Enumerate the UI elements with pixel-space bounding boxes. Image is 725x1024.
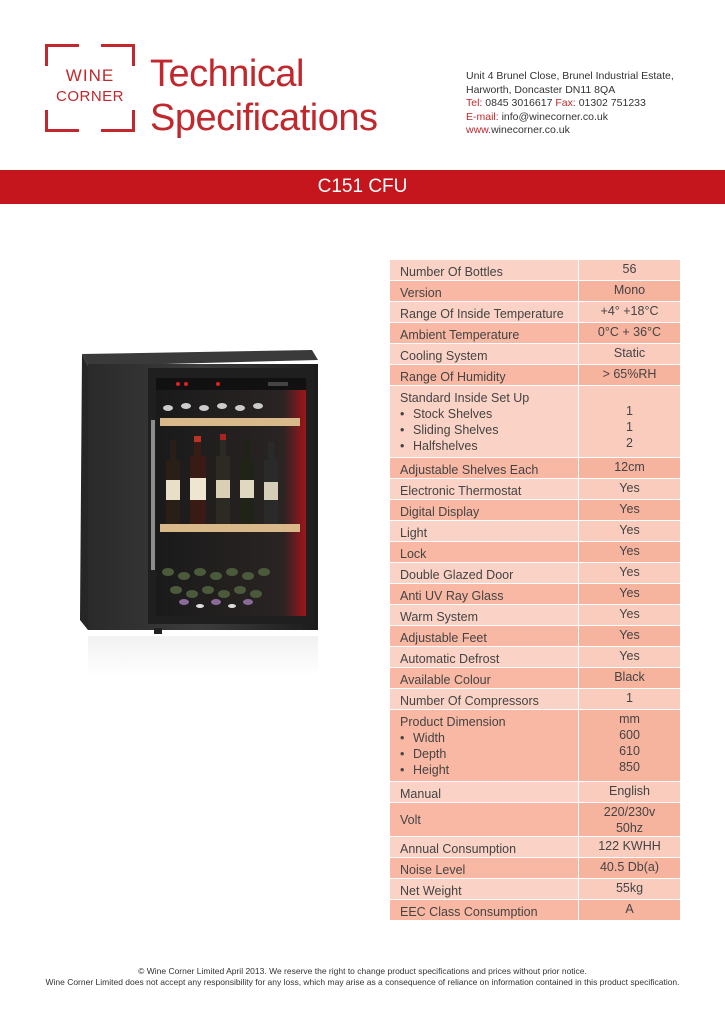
- spec-value: 610: [619, 744, 640, 758]
- spec-row: [390, 302, 680, 323]
- email-link[interactable]: info@winecorner.co.uk: [501, 110, 608, 123]
- spec-label-cell: [390, 626, 578, 646]
- spec-row: [390, 689, 680, 710]
- spec-value: 56: [622, 262, 637, 276]
- spec-value: Yes: [619, 565, 640, 579]
- spec-label-cell: [390, 689, 578, 709]
- spec-value-cell: [578, 782, 680, 802]
- spec-label: Lock: [400, 547, 427, 561]
- spec-label: Annual Consumption: [400, 842, 517, 856]
- spec-label-cell: [390, 647, 578, 667]
- spec-label-cell: [390, 803, 578, 836]
- spec-label-cell: [390, 521, 578, 541]
- spec-sub-item: • Width: [400, 730, 578, 746]
- spec-value-cell: [578, 458, 680, 478]
- website-domain: winecorner.co.uk: [491, 124, 570, 136]
- spec-label: Cooling System: [400, 349, 488, 363]
- spec-value: 600: [619, 728, 640, 742]
- footer-line-1: © Wine Corner Limited April 2013. We reserve the right to change product specifications and prices without prior notice.: [138, 966, 587, 976]
- spec-label: Product Dimension: [400, 715, 506, 729]
- spec-row: [390, 521, 680, 542]
- spec-value: 0°C + 36°C: [597, 325, 662, 339]
- spec-label: Adjustable Feet: [400, 631, 487, 645]
- spec-value: Yes: [619, 586, 640, 600]
- spec-value-cell: [578, 365, 680, 385]
- spec-value: > 65%RH: [602, 367, 657, 381]
- fax-label: Fax:: [555, 97, 576, 109]
- spec-label: Automatic Defrost: [400, 652, 500, 666]
- spec-value: Yes: [619, 523, 640, 537]
- spec-sub-item: • Height: [400, 762, 578, 778]
- tel-label: Tel:: [466, 97, 483, 109]
- spec-sub-item: • Sliding Shelves: [400, 422, 578, 438]
- spec-value-cell: [578, 626, 680, 646]
- spec-value: Yes: [619, 628, 640, 642]
- spec-label: Number Of Compressors: [400, 694, 539, 708]
- website-link[interactable]: [466, 124, 674, 138]
- spec-value: 220/230v: [603, 805, 656, 819]
- spec-value: [579, 387, 680, 403]
- spec-row: [390, 584, 680, 605]
- spec-row: [390, 365, 680, 386]
- spec-row: [390, 323, 680, 344]
- spec-value-cell: [578, 344, 680, 364]
- spec-label: Range Of Inside Temperature: [400, 307, 564, 321]
- spec-label-cell: [390, 323, 578, 343]
- spec-label-cell: [390, 900, 578, 920]
- spec-label-cell: [390, 879, 578, 899]
- spec-value-cell: [578, 900, 680, 920]
- spec-label-cell: [390, 281, 578, 301]
- address-line-2: Harworth, Doncaster DN11 8QA: [466, 83, 616, 96]
- spec-label: Light: [400, 526, 428, 540]
- spec-label: Volt: [400, 813, 421, 827]
- spec-value-cell: [578, 689, 680, 709]
- spec-row: [390, 879, 680, 900]
- fax-number: 01302 751233: [578, 97, 646, 109]
- spec-label: Available Colour: [400, 673, 491, 687]
- logo-line-2: CORNER: [55, 88, 124, 105]
- spec-row: [390, 281, 680, 302]
- spec-value: Yes: [619, 544, 640, 558]
- email-label: E-mail:: [466, 110, 499, 123]
- spec-label: Warm System: [400, 610, 479, 624]
- spec-value: Yes: [619, 607, 640, 621]
- spec-label: Standard Inside Set Up: [400, 391, 530, 405]
- spec-value: 55kg: [615, 881, 644, 895]
- spec-value: Black: [614, 670, 645, 684]
- tel-number: 0845 3016617: [485, 97, 553, 109]
- model-name: C151 CFU: [317, 176, 408, 197]
- spec-label-cell: [390, 302, 578, 322]
- footer-line-2: Wine Corner Limited does not accept any responsibility for any loss, which may arise as a consequence of reliance on information contained in this product specification.: [45, 977, 680, 987]
- model-banner: [0, 170, 725, 204]
- spec-label-cell: [390, 458, 578, 478]
- spec-value: 12cm: [614, 460, 645, 474]
- contact-block: [466, 70, 674, 138]
- spec-row: [390, 668, 680, 689]
- spec-value: Static: [613, 346, 646, 360]
- spec-value: 1: [626, 420, 633, 434]
- spec-label: Double Glazed Door: [400, 568, 514, 582]
- spec-value: English: [609, 784, 650, 798]
- spec-label: Version: [400, 286, 442, 300]
- spec-value-cell: [578, 858, 680, 878]
- spec-label-cell: [390, 837, 578, 857]
- spec-value-cell: [578, 260, 680, 280]
- spec-label-cell: [390, 365, 578, 385]
- spec-label: Range Of Humidity: [400, 370, 506, 384]
- spec-value: mm: [619, 712, 640, 726]
- spec-row: [390, 542, 680, 563]
- spec-label-cell: [390, 668, 578, 688]
- spec-label-cell: [390, 542, 578, 562]
- spec-label: EEC Class Consumption: [400, 905, 538, 919]
- spec-row: [390, 605, 680, 626]
- spec-row: [390, 260, 680, 281]
- spec-value: Yes: [619, 649, 640, 663]
- spec-label: Electronic Thermostat: [400, 484, 522, 498]
- spec-value-cell: [578, 710, 680, 781]
- spec-value-cell: [578, 563, 680, 583]
- spec-row: [390, 837, 680, 858]
- spec-value-cell: [578, 281, 680, 301]
- spec-row: [390, 647, 680, 668]
- spec-label: Adjustable Shelves Each: [400, 463, 539, 477]
- spec-value: Yes: [619, 481, 640, 495]
- spec-value-cell: [578, 479, 680, 499]
- spec-row: [390, 458, 680, 479]
- document-title: [150, 52, 377, 140]
- email-line: [466, 111, 674, 125]
- spec-value-cell: [578, 521, 680, 541]
- spec-label-cell: [390, 710, 578, 781]
- spec-label: Number Of Bottles: [400, 265, 503, 279]
- logo-line-1: WINE: [65, 66, 115, 85]
- spec-sub-item: • Depth: [400, 746, 578, 762]
- spec-value: +4° +18°C: [600, 304, 659, 318]
- footer-disclaimer: [0, 966, 725, 988]
- spec-value-cell: [578, 879, 680, 899]
- spec-row: [390, 479, 680, 500]
- spec-value-cell: [578, 584, 680, 604]
- spec-value: 850: [619, 760, 640, 774]
- spec-label-cell: [390, 479, 578, 499]
- spec-label-cell: [390, 344, 578, 364]
- spec-label-cell: [390, 584, 578, 604]
- spec-label: Ambient Temperature: [400, 328, 520, 342]
- spec-value: 1: [626, 691, 633, 705]
- spec-value-cell: [578, 542, 680, 562]
- spec-sub-item: • Halfshelves: [400, 438, 578, 454]
- spec-label: Net Weight: [400, 884, 462, 898]
- spec-value: 122 KWHH: [598, 839, 661, 853]
- spec-label-cell: [390, 563, 578, 583]
- spec-value-cell: [578, 500, 680, 520]
- spec-value-cell: [578, 605, 680, 625]
- spec-row: [390, 626, 680, 647]
- spec-value: Yes: [619, 502, 640, 516]
- website-prefix: www.: [466, 124, 492, 136]
- spec-row: [390, 782, 680, 803]
- spec-value-cell: [578, 837, 680, 857]
- spec-label-cell: [390, 260, 578, 280]
- spec-value: 50hz: [615, 821, 644, 835]
- spec-label-cell: [390, 500, 578, 520]
- spec-value: 40.5 Db(a): [599, 860, 660, 874]
- spec-value: Mono: [613, 283, 646, 297]
- spec-value: 2: [626, 436, 633, 450]
- spec-label: Manual: [400, 787, 441, 801]
- phone-line: [466, 97, 674, 111]
- spec-value: 1: [626, 404, 633, 418]
- title-line-1: Technical: [150, 53, 304, 95]
- spec-label-cell: [390, 858, 578, 878]
- spec-value-cell: [578, 386, 680, 457]
- spec-row: [390, 344, 680, 365]
- spec-label-cell: [390, 386, 578, 457]
- spec-row: [390, 386, 680, 458]
- spec-label: Digital Display: [400, 505, 480, 519]
- spec-value: A: [625, 902, 634, 916]
- wine-corner-logo: [45, 44, 135, 132]
- spec-value-cell: [578, 647, 680, 667]
- spec-label-cell: [390, 782, 578, 802]
- spec-value-cell: [578, 668, 680, 688]
- spec-row: [390, 900, 680, 921]
- spec-row: [390, 710, 680, 782]
- spec-value-cell: [578, 803, 680, 836]
- title-line-2: Specifications: [150, 97, 378, 139]
- spec-sub-item: • Stock Shelves: [400, 406, 578, 422]
- address-line-1: Unit 4 Brunel Close, Brunel Industrial Estate,: [466, 70, 674, 82]
- spec-label: Noise Level: [400, 863, 466, 877]
- spec-label: Anti UV Ray Glass: [400, 589, 504, 603]
- spec-row: [390, 563, 680, 584]
- spec-row: [390, 858, 680, 879]
- spec-row: [390, 803, 680, 837]
- specifications-table: [390, 260, 680, 921]
- spec-row: [390, 500, 680, 521]
- spec-label-cell: [390, 605, 578, 625]
- wine-cabinet-image: [68, 340, 330, 680]
- spec-value-cell: [578, 302, 680, 322]
- spec-value-cell: [578, 323, 680, 343]
